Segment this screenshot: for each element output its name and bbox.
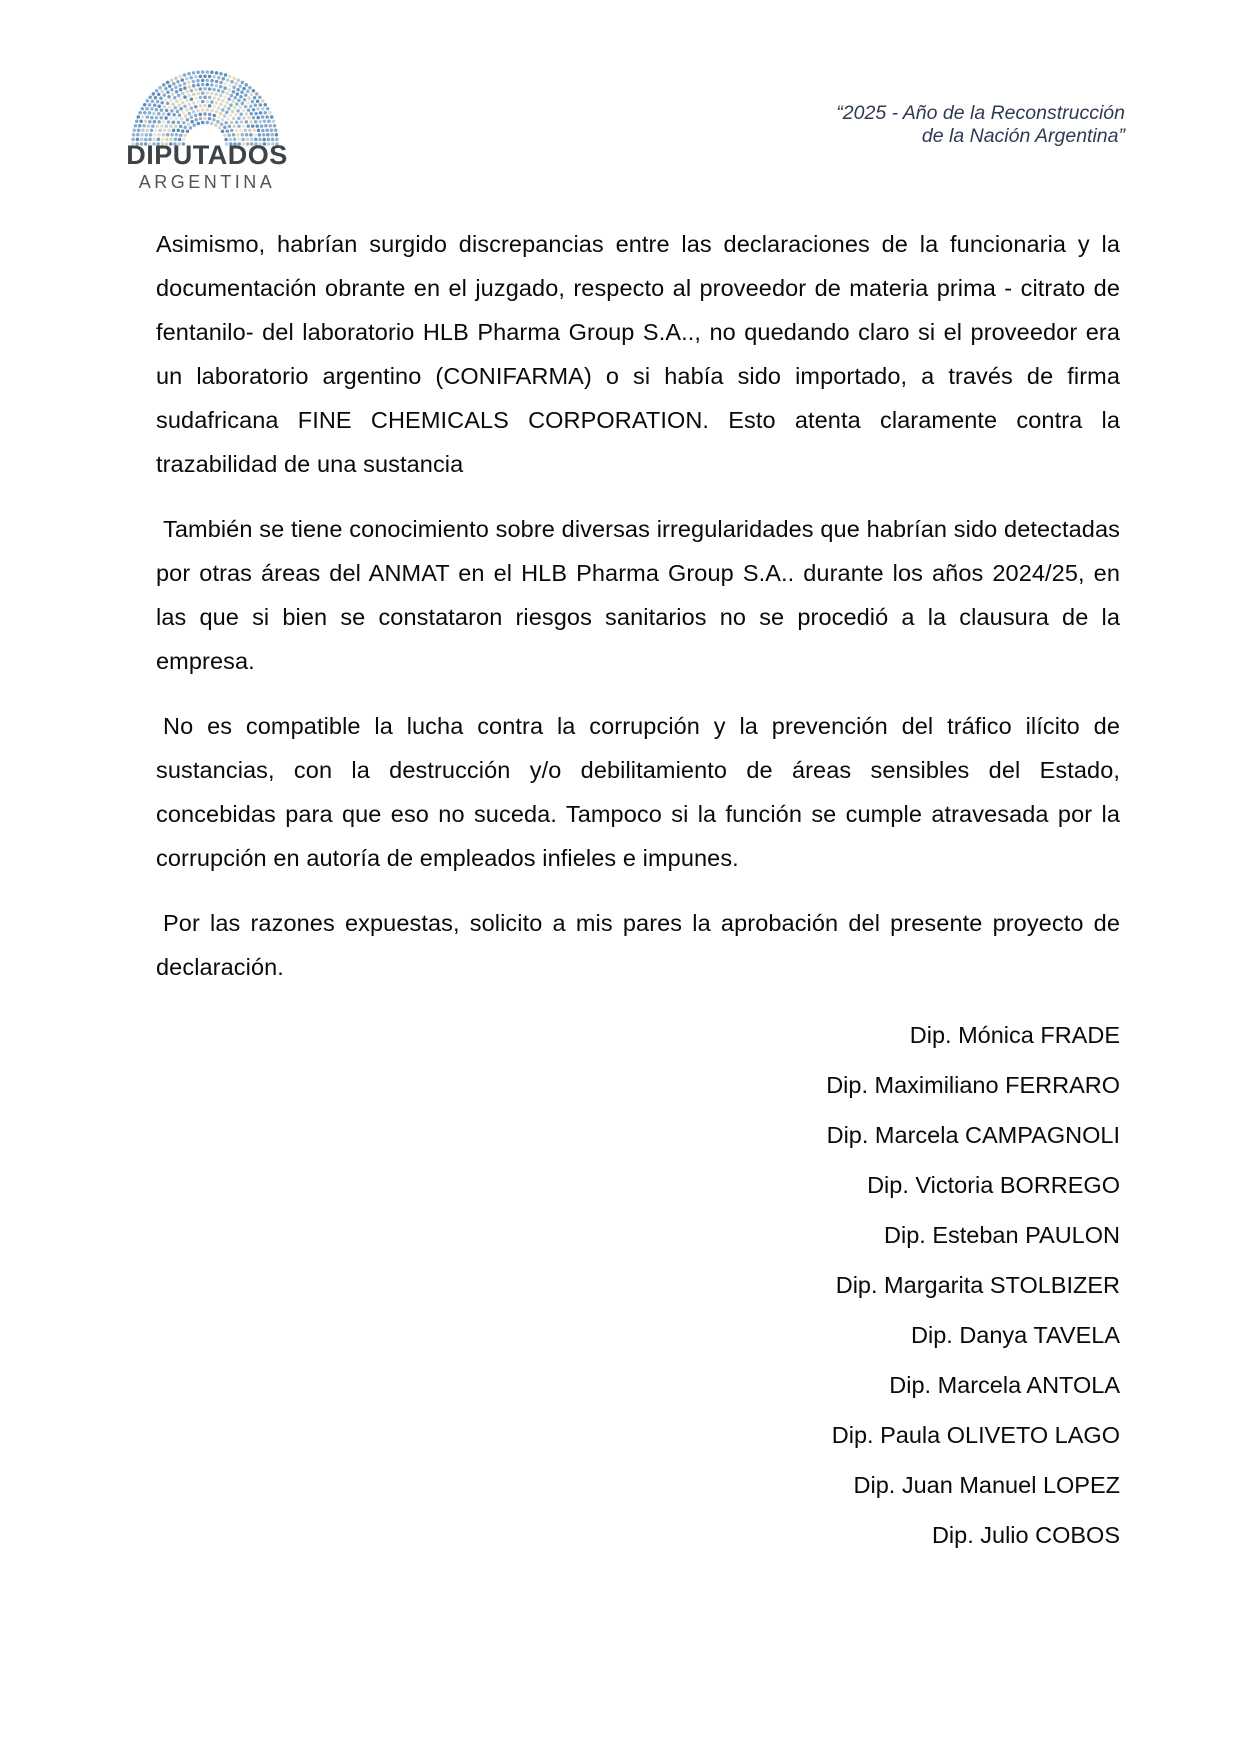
year-slogan [836,102,1125,148]
signature-list [156,1010,1120,1560]
signature: Dip. Mónica FRADE [909,1022,1120,1048]
signature: Dip. Marcela CAMPAGNOLI [826,1122,1120,1148]
logo-subtitle: ARGENTINA [138,172,276,192]
paragraph-3: No es compatible la lucha contra la corrupción y la prevención del tráfico ilícito de sustancias, con la destrucción y/o debilitamiento de áreas sensibles del Estado, concebidas para que eso no suceda. Tampoco si la función se cumple atravesada por la corrupción en autoría de empleados infieles e impunes. [156,713,1120,871]
signature: Dip. Esteban PAULON [884,1222,1120,1248]
document-text [156,222,1120,1560]
signature: Dip. Danya TAVELA [911,1322,1120,1348]
paragraph-4: Por las razones expuestas, solicito a mis pares la aprobación del presente proyecto de declaración. [156,910,1120,980]
signature: Dip. Victoria BORREGO [867,1172,1120,1198]
signature: Dip. Maximiliano FERRARO [826,1072,1120,1098]
signature: Dip. Julio COBOS [931,1522,1120,1548]
year-slogan-line1: “2025 - Año de la Reconstrucción [836,102,1125,124]
hemicycle-seats-icon [129,68,281,146]
paragraph-1: Asimismo, habrían surgido discrepancias entre las declaraciones de la funcionaria y la documentación obrante en el juzgado, respecto al proveedor de materia prima - citrato de fentanilo- del laboratorio HLB Pharma Group S.A.., no quedando claro si el proveedor era un laboratorio argentino (CONIFARMA) o si había sido importado, a través de firma sudafricana FINE CHEMICALS CORPORATION. Esto atenta claramente contra la trazabilidad de una sustancia [156,231,1120,477]
year-slogan-line2: de la Nación Argentina” [921,125,1125,147]
logo-title: DIPUTADOS [126,140,288,170]
signature: Dip. Juan Manuel LOPEZ [853,1472,1120,1498]
paragraph-2: También se tiene conocimiento sobre diversas irregularidades que habrían sido detectadas por otras áreas del ANMAT en el HLB Pharma Group S.A.. durante los años 2024/25, en las que si bien se constataron riesgos sanitarios no se procedió a la clausura de la empresa. [156,516,1120,674]
signature: Dip. Paula OLIVETO LAGO [831,1422,1120,1448]
signature: Dip. Margarita STOLBIZER [835,1272,1120,1298]
signature: Dip. Marcela ANTOLA [889,1372,1120,1398]
